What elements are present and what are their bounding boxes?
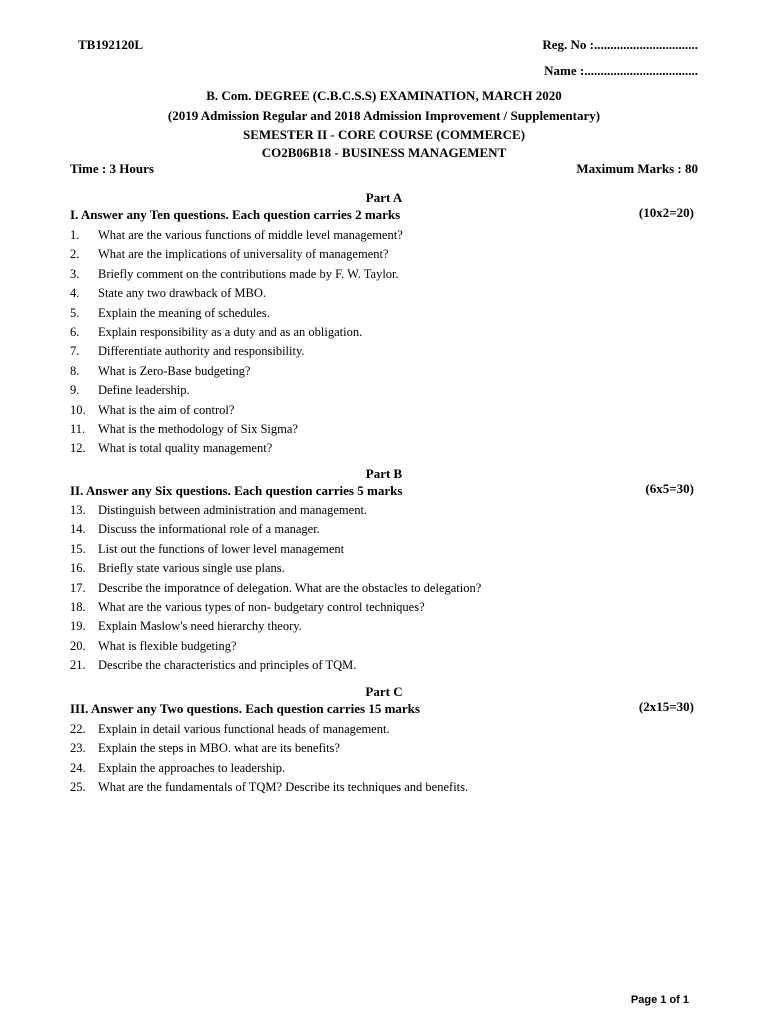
part-a-marks: (10x2=20) <box>638 205 694 220</box>
question-number: 6. <box>70 324 80 339</box>
question-item <box>70 304 403 323</box>
question-item <box>70 617 481 636</box>
part-b-instruction: II. Answer any Six questions. Each question carries 5 marks <box>70 483 403 498</box>
question-number: 1. <box>70 228 80 242</box>
part-c-instruction: III. Answer any Two questions. Each question carries 15 marks <box>70 701 420 716</box>
question-text: Explain the meaning of schedules. <box>98 305 270 320</box>
question-item <box>70 656 481 675</box>
question-text: Briefly state various single use plans. <box>98 561 285 576</box>
page-number: Page 1 of 1 <box>630 994 689 1006</box>
question-text: Describe the characteristics and principles of TQM. <box>98 658 357 673</box>
question-number: 24. <box>70 760 86 775</box>
question-number: 3. <box>70 266 80 281</box>
question-item <box>70 439 403 458</box>
question-text: What is Zero-Base budgeting? <box>98 363 251 378</box>
question-text: What are the implications of universality of management? <box>98 247 389 262</box>
admission-line: (2019 Admission Regular and 2018 Admission Improvement / Supplementary) <box>167 108 601 123</box>
question-number: 17. <box>70 580 86 595</box>
question-text: Explain the steps in MBO. what are its benefits? <box>98 741 340 756</box>
question-number: 5. <box>70 305 80 320</box>
part-b-marks: (6x5=30) <box>645 481 694 496</box>
question-text: What are the fundamentals of TQM? Describe its techniques and benefits. <box>98 780 469 795</box>
question-item <box>70 265 403 284</box>
question-item <box>70 245 403 264</box>
question-item <box>70 720 468 739</box>
question-item <box>70 759 468 778</box>
question-item <box>70 778 468 797</box>
question-text: Briefly comment on the contributions made by F. W. Taylor. <box>98 266 399 281</box>
question-number: 21. <box>70 658 86 673</box>
question-text: Explain Maslow's need hierarchy theory. <box>98 619 302 634</box>
question-number: 19. <box>70 619 86 634</box>
exam-title: B. Com. DEGREE (C.B.C.S.S) EXAMINATION, MARCH 2020 <box>206 88 562 103</box>
question-text: What is flexible budgeting? <box>98 638 237 653</box>
time-label: Time : 3 Hours <box>70 161 154 176</box>
question-item <box>70 559 481 578</box>
question-number: 16. <box>70 561 86 576</box>
question-text: Explain the approaches to leadership. <box>98 760 286 775</box>
question-number: 8. <box>70 363 80 378</box>
question-text: Define leadership. <box>98 383 190 398</box>
part-c-marks: (2x15=30) <box>638 699 694 714</box>
reg-no-field: Reg. No :................................ <box>542 37 698 52</box>
question-item <box>70 540 481 559</box>
question-item <box>70 739 468 758</box>
question-text: List out the functions of lower level management <box>98 541 345 556</box>
question-text: What are the various functions of middle level management? <box>98 228 403 242</box>
question-number: 15. <box>70 541 86 556</box>
question-number: 12. <box>70 441 86 456</box>
question-number: 25. <box>70 780 86 795</box>
question-number: 14. <box>70 522 86 537</box>
question-number: 22. <box>70 722 86 736</box>
question-text: Distinguish between administration and management. <box>98 503 368 517</box>
question-text: What is the methodology of Six Sigma? <box>98 421 298 436</box>
question-item <box>70 381 403 400</box>
question-item <box>70 637 481 656</box>
paper-code: TB192120L <box>78 37 144 52</box>
part-a-title: Part A <box>365 190 403 205</box>
question-number: 10. <box>70 402 86 417</box>
question-number: 4. <box>70 286 80 301</box>
semester-line: SEMESTER II - CORE COURSE (COMMERCE) <box>242 127 526 142</box>
question-text: What is the aim of control? <box>98 402 235 417</box>
max-marks-label: Maximum Marks : 80 <box>576 161 698 176</box>
question-item <box>70 284 403 303</box>
part-a-questions <box>70 226 403 459</box>
question-item <box>70 501 481 520</box>
question-number: 23. <box>70 741 86 756</box>
question-text: Explain responsibility as a duty and as an obligation. <box>98 324 363 339</box>
question-number: 11. <box>70 421 86 436</box>
question-item <box>70 362 403 381</box>
question-text: Discuss the informational role of a manager. <box>98 522 320 537</box>
question-number: 2. <box>70 247 80 262</box>
question-text: What is total quality management? <box>98 441 273 456</box>
course-line: CO2B06B18 - BUSINESS MANAGEMENT <box>261 145 507 160</box>
question-text: Differentiate authority and responsibility. <box>98 344 305 359</box>
question-item <box>70 420 403 439</box>
question-item <box>70 342 403 361</box>
question-item <box>70 401 403 420</box>
question-item <box>70 598 481 617</box>
question-text: What are the various types of non- budgetary control techniques? <box>98 599 425 614</box>
question-text: State any two drawback of MBO. <box>98 286 267 301</box>
question-item <box>70 520 481 539</box>
question-number: 20. <box>70 638 86 653</box>
question-text: Explain in detail various functional heads of management. <box>98 722 390 736</box>
question-item <box>70 579 481 598</box>
question-number: 7. <box>70 344 80 359</box>
question-item <box>70 323 403 342</box>
part-c-title: Part C <box>365 684 403 699</box>
part-a-instruction: I. Answer any Ten questions. Each question carries 2 marks <box>70 207 401 222</box>
question-item <box>70 226 403 245</box>
question-text: Describe the imporatnce of delegation. What are the obstacles to delegation? <box>98 580 482 595</box>
part-b-questions <box>70 501 481 676</box>
part-c-questions <box>70 720 468 798</box>
name-field: Name :................................... <box>544 63 698 78</box>
question-number: 9. <box>70 383 80 398</box>
question-number: 18. <box>70 599 86 614</box>
part-b-title: Part B <box>365 466 403 481</box>
question-number: 13. <box>70 503 86 517</box>
